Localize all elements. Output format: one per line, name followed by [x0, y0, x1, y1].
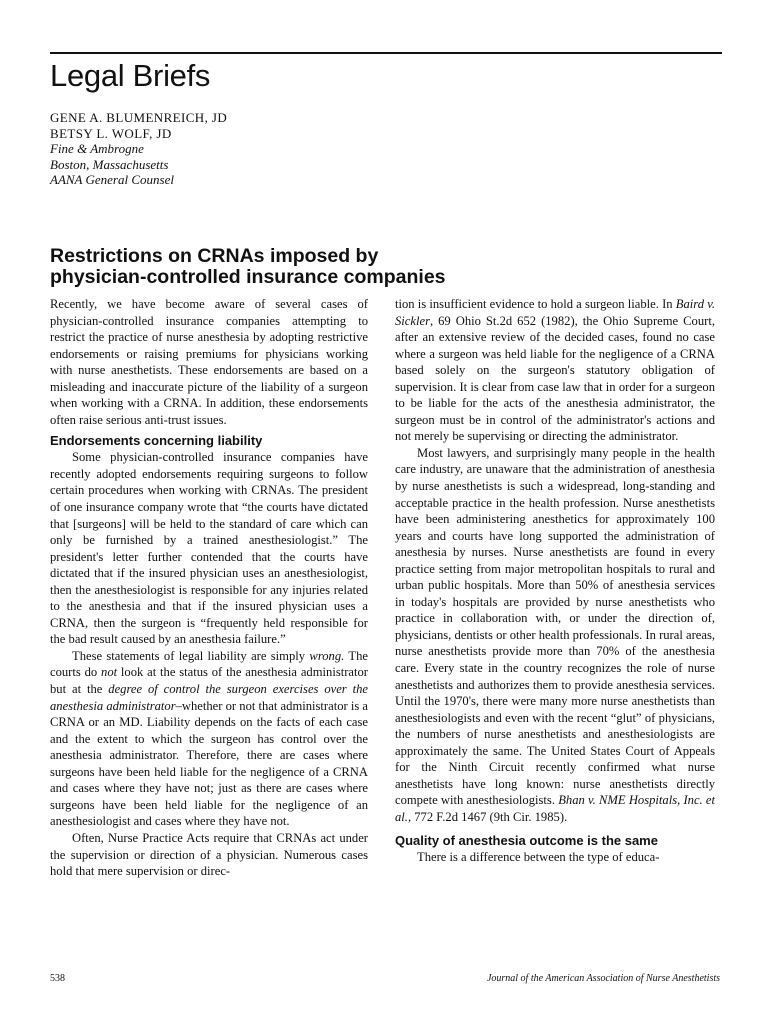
intro-paragraph: Recently, we have become aware of several cases of physician-controlled insurance companies attempting to restrict the practice of nurse anesthesia by adopting restrictive endorsements or raising premiums for physicians working with nurse anesthetists. These endorsements are based on a misleading and inaccurate picture of the liability of a surgeon when working with a CRNA. In addition, these endorsements often raise serious anti-trust issues. — [50, 297, 368, 427]
author-affiliation: Fine & Ambrogne — [50, 141, 144, 156]
text-run: , 69 Ohio St.2d 652 (1982), the Ohio Supreme Court, after an extensive review of the decided cases, found no case where a surgeon was held liable for the negligence of a CRNA based solely on the surgeon's statutory obligation of supervision. It is clear from case law that in order for a surgeon to be liable for the acts of the anesthesia administrator, the surgeon must be in control of the administrator's actions and not merely be supervising or directing the administrator. — [395, 313, 715, 444]
body-paragraph — [50, 648, 368, 830]
body-paragraph: Often, Nurse Practice Acts require that CRNAs act under the supervision or direction of a physician. Numerous cases hold that mere supervision or direc- — [50, 830, 368, 879]
section-title: Legal Briefs — [50, 58, 211, 93]
article-title — [50, 246, 446, 288]
emphasis-text: not — [101, 665, 118, 680]
text-run: tion is insufficient evidence to hold a surgeon liable. In — [395, 297, 676, 311]
author-name: GENE A. BLUMENREICH, JD — [50, 110, 228, 125]
text-run: The courts do — [50, 648, 368, 680]
emphasis-text: wrong. — [309, 648, 345, 663]
case-citation: Bhan v. NME Hospitals, Inc. et al. — [395, 793, 715, 824]
text-run: look at the status of the anesthesia administrator but at the — [50, 665, 368, 697]
header-rule — [50, 52, 722, 54]
author-name: BETSY L. WOLF, JD — [50, 125, 172, 141]
text-run: , 772 F.2d 1467 (9th Cir. 1985). — [407, 809, 568, 824]
page-number: 538 — [50, 973, 65, 984]
emphasis-text: degree of control the surgeon exercises over the anesthesia administrator — [50, 682, 368, 713]
text-run: –whether or not that administrator is a CRNA or an MD. Liability depends on the facts of each case and the extent to which the surgeon has control over the anesthesia administrator. Therefore, there are cases where surgeons have been held liable for the negligence of a CRNA and cases where they have not; just as there are cases where surgeons have been held liable for the negligence of an anesthesiologist and cases where they have not. — [50, 698, 369, 829]
subheading-liability: Endorsements concerning liability — [50, 433, 263, 449]
body-paragraph — [395, 296, 715, 445]
journal-name: Journal of the American Association of Nurse Anesthetists — [486, 973, 720, 984]
case-citation: Baird v. Sickler — [395, 297, 715, 328]
left-column — [50, 296, 368, 880]
article-title-line: physician-controlled insurance companies — [50, 266, 446, 288]
body-paragraph: There is a difference between the type of educa- — [417, 849, 660, 864]
text-run: These statements of legal liability are simply — [72, 648, 310, 663]
author-affiliation: AANA General Counsel — [50, 172, 174, 187]
subheading-quality: Quality of anesthesia outcome is the same — [395, 832, 658, 848]
right-column — [395, 296, 715, 865]
body-paragraph — [395, 445, 715, 826]
author-affiliation: Boston, Massachusetts — [50, 156, 169, 172]
text-run: Most lawyers, and surprisingly many people in the health care industry, are unaware that the administration of anesthesia by nurse anesthetists is such a widespread, long-standing and acceptable practice in the health profession. Nurse anesthetists have been administering anesthetics for approximately 100 years and courts have long supported the administration of anesthesia by nurses. Nurse anesthetists are found in every practice setting from major metropolitan hospitals to rural and urban public hospitals. More than 50% of anesthesia services in today's hospitals are provided by nurse anesthetists who practice in collaboration with, or under the direction of, physicians, dentists or other health professionals. In rural areas, nurse anesthetists provide more than 70% of the anesthesia care. Every state in the country recognizes the role of nurse anesthetists and authorizes them to provide anesthesia services. Until the 1970's, there were many more nurse anesthetists than anesthesiologists and even with the recent “glut” of physicians, the numbers of nurse anesthetists and anesthesiologists are approximately the same. The United States Court of Appeals for the Ninth Circuit recently confirmed what nurse anesthetists have long known: nurse anesthetists directly compete with anesthesiologists. — [395, 445, 716, 808]
body-paragraph: Some physician-controlled insurance companies have recently adopted endorsements requiring surgeons to follow certain procedures when working with CRNAs. The president of one insurance company wrote that “the courts have dictated that [surgeons] will be held to the standard of care which can only be furnished by a trained anesthesiologist.” The president's letter further contended that the courts have dictated that if the insured physician uses an anesthesiologist, then the anesthesiologist is responsible for any injuries related to the anesthesia and that if the insured physician uses a CRNA, then the surgeon is “frequently held responsible for the bad result caused by an anesthesia failure.” — [50, 450, 368, 647]
article-title-line: Restrictions on CRNAs imposed by — [50, 245, 379, 267]
author-block — [50, 110, 227, 188]
